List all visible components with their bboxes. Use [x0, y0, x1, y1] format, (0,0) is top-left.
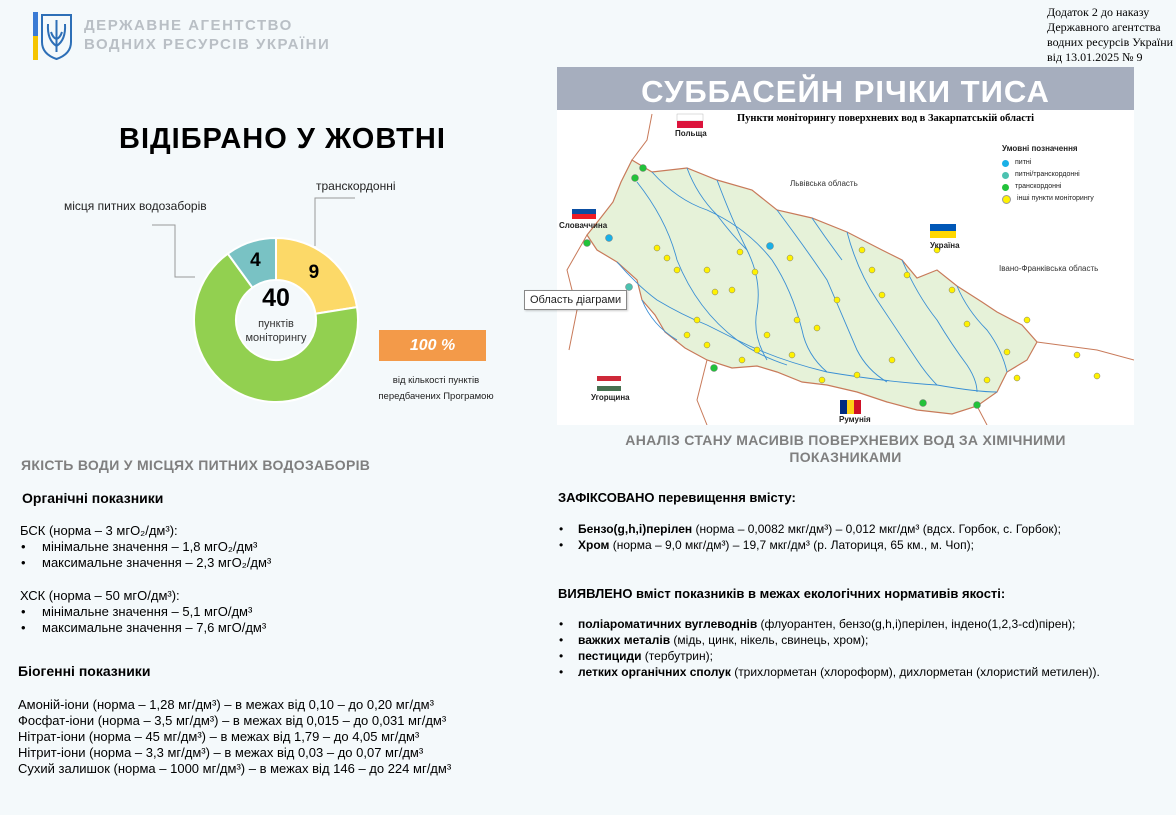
- region-label: Івано-Франківська область: [999, 264, 1099, 273]
- biogenic-line: Амоній-іони (норма – 1,28 мг/дм³) – в межах від 0,10 – до 0,20 мг/дм³: [18, 697, 434, 712]
- country-label: Словаччина: [559, 221, 608, 230]
- percent-badge: 100 %: [379, 330, 486, 361]
- annex-line: водних ресурсів України: [1047, 35, 1174, 49]
- hsk-section: [20, 588, 266, 636]
- map-legend: [1002, 143, 1094, 205]
- list-item: • важких металів (мідь, цинк, нікель, свинець, хром);: [558, 632, 1148, 648]
- list-item: • пестициди (тербутрин);: [558, 648, 1148, 664]
- annex-note: [1047, 5, 1175, 65]
- organic-title: Органічні показники: [22, 490, 164, 506]
- legend-dot-icon: [1002, 160, 1009, 167]
- caption-line: моніторингу: [245, 332, 307, 344]
- agency-name: [84, 16, 330, 54]
- legend-dot-icon: [1002, 172, 1009, 179]
- bsk-section: [20, 523, 271, 571]
- biogenic-line: Нітрат-іони (норма – 45 мг/дм³) – в межах від 1,79 – до 4,05 мг/дм³: [18, 729, 420, 744]
- list-item: • Бензо(g,h,i)перілен (норма – 0,0082 мкг/дм³) – 0,012 мкг/дм³ (вдсх. Горбок, с. Горбок);: [558, 521, 1176, 537]
- found-title: ВИЯВЛЕНО вміст показників в межах екологічних нормативів якості:: [558, 586, 1006, 601]
- annex-line: Державного агентства: [1047, 20, 1161, 34]
- map-header: СУББАСЕЙН РІЧКИ ТИСА: [557, 67, 1134, 110]
- country-label: Угорщина: [591, 393, 630, 402]
- biogenic-title: Біогенні показники: [18, 663, 151, 679]
- country-label: Румунія: [839, 415, 871, 424]
- legend-title: Умовні позначення: [1002, 144, 1078, 153]
- list-item: • максимальне значення – 7,6 мгО/дм³: [20, 620, 266, 636]
- hsk-head: ХСК (норма – 50 мгО/дм³):: [20, 588, 180, 603]
- biogenic-line: Сухий залишок (норма – 1000 мг/дм³) – в межах від 146 – до 224 мг/дм³: [18, 761, 452, 776]
- country-label: Польща: [675, 129, 707, 138]
- donut-total-caption: [236, 317, 316, 345]
- legend-item: питні: [1002, 157, 1094, 169]
- list-item: • летких органічних сполук (трихлорметан (хлороформ), дихлорметан (хлористий метилен)).: [558, 664, 1148, 680]
- label-transboundary: транскордонні: [316, 179, 396, 193]
- legend-dot-icon: [1002, 184, 1009, 191]
- label-drinking-water: місця питних водозаборів: [64, 199, 207, 213]
- selected-title: ВІДІБРАНО У ЖОВТНІ: [119, 123, 446, 155]
- donut-label-transboundary: 9: [308, 261, 320, 283]
- map-title: Пункти моніторингу поверхневих вод в Закарпатській області: [737, 113, 1035, 124]
- legend-item: інші пункти моніторингу: [1002, 193, 1094, 205]
- region-label: Львівська область: [790, 179, 858, 188]
- percent-note-line: передбачених Програмою: [378, 391, 494, 402]
- caption-line: пунктів: [258, 318, 294, 330]
- found-section: [558, 586, 1176, 680]
- annex-line: Додаток 2 до наказу: [1047, 5, 1150, 19]
- analysis-title: АНАЛІЗ СТАНУ МАСИВІВ ПОВЕРХНЕВИХ ВОД ЗА ХІМІЧНИМИ ПОКАЗНИКАМИ: [625, 432, 1066, 465]
- list-item: • мінімальне значення – 5,1 мгО/дм³: [20, 604, 266, 620]
- donut-total: 40: [262, 284, 290, 312]
- biogenic-line: Фосфат-іони (норма – 3,5 мг/дм³) – в межах від 0,015 – до 0,031 мг/дм³: [18, 713, 447, 728]
- biogenic-line: Нітрит-іони (норма – 3,3 мг/дм³) – в межах від 0,03 – до 0,07 мг/дм³: [18, 745, 424, 760]
- list-item: • мінімальне значення – 1,8 мгО₂/дм³: [20, 539, 271, 555]
- list-item: • поліароматичних вуглеводнів (флуорантен, бензо(g,h,i)перілен, індено(1,2,3-cd)пірен);: [558, 616, 1148, 632]
- country-label: Україна: [930, 241, 960, 250]
- bsk-head: БСК (норма – 3 мгО₂/дм³):: [20, 523, 178, 538]
- agency-line-2: ВОДНИХ РЕСУРСІВ УКРАЇНИ: [84, 36, 331, 53]
- list-item: • максимальне значення – 2,3 мгО₂/дм³: [20, 555, 271, 571]
- legend-item: транскордонні: [1002, 181, 1094, 193]
- annex-line: від 13.01.2025 № 9: [1047, 50, 1143, 64]
- tisa-map-panel: [557, 67, 1134, 425]
- legend-item: питні/транскордонні: [1002, 169, 1094, 181]
- agency-line-1: ДЕРЖАВНЕ АГЕНТСТВО: [84, 17, 293, 34]
- exceed-title: ЗАФІКСОВАНО перевищення вмісту:: [558, 490, 796, 505]
- donut-label-drinking: 4: [250, 249, 261, 271]
- exceed-section: [558, 490, 1176, 553]
- legend-dot-icon: [1002, 195, 1011, 204]
- quality-title: ЯКІСТЬ ВОДИ У МІСЦЯХ ПИТНИХ ВОДОЗАБОРІВ: [21, 457, 371, 473]
- biogenic-section: [18, 697, 451, 777]
- percent-note: [356, 373, 516, 405]
- percent-note-line: від кількості пунктів: [392, 375, 480, 386]
- chart-area-tooltip: Область діаграми: [524, 290, 627, 310]
- trident-logo-icon: [33, 12, 75, 60]
- list-item: • Хром (норма – 9,0 мкг/дм³) – 19,7 мкг/дм³ (р. Латориця, 65 км., м. Чоп);: [558, 537, 1176, 553]
